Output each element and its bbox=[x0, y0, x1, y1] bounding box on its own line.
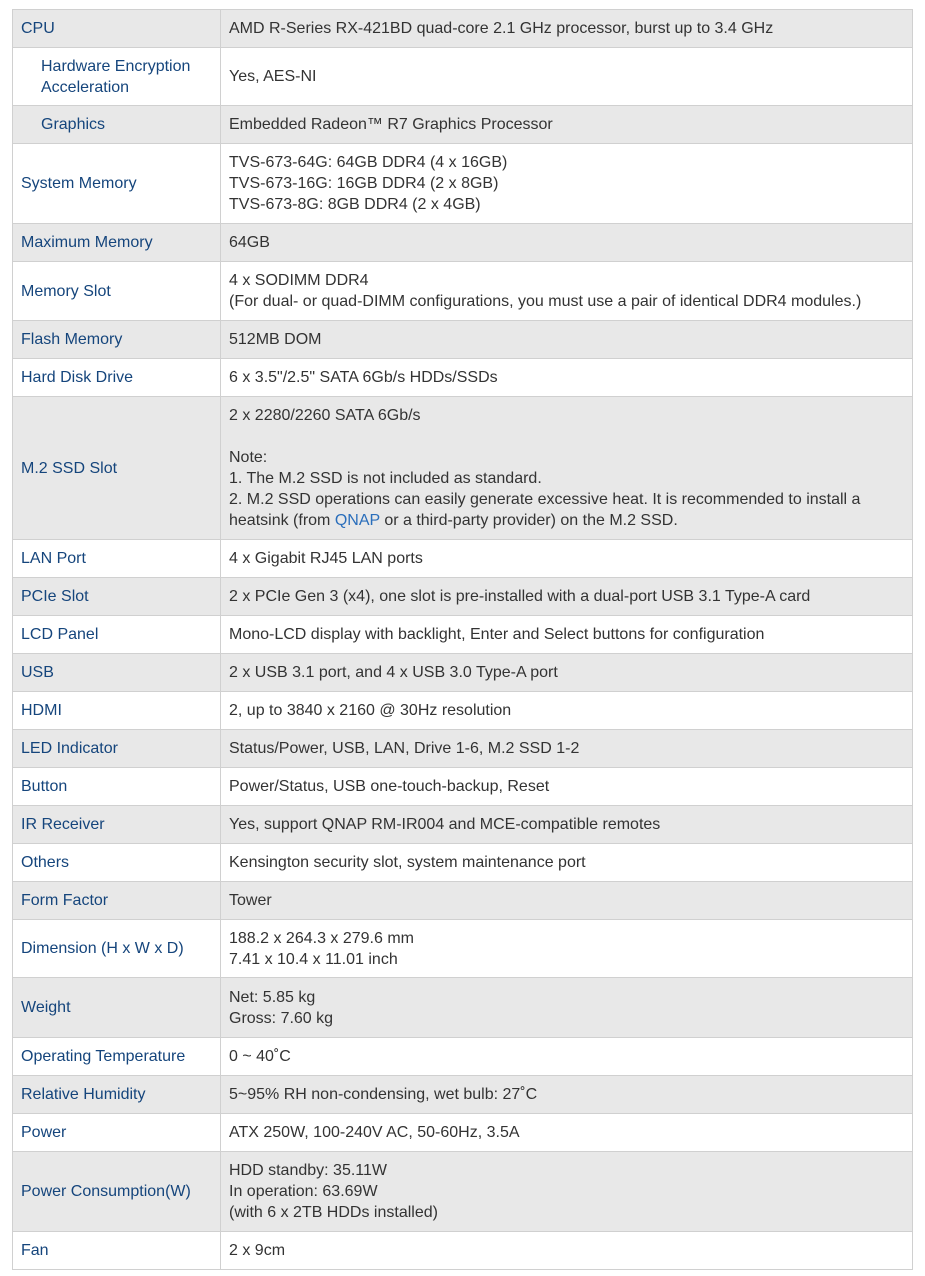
spec-value-line: In operation: 63.69W bbox=[229, 1183, 378, 1200]
spec-value-line: Tower bbox=[229, 892, 272, 909]
spec-label: Graphics bbox=[13, 106, 221, 144]
spec-label: M.2 SSD Slot bbox=[13, 397, 221, 540]
spec-value bbox=[221, 978, 913, 1038]
spec-row-lcd-panel bbox=[13, 616, 913, 654]
spec-label: Weight bbox=[13, 978, 221, 1038]
spec-value-line: 1. The M.2 SSD is not included as standard. bbox=[229, 470, 542, 487]
spec-value bbox=[221, 920, 913, 978]
spec-label: System Memory bbox=[13, 144, 221, 224]
spec-row-relative-humidity bbox=[13, 1076, 913, 1114]
spec-value bbox=[221, 1038, 913, 1076]
spec-value bbox=[221, 106, 913, 144]
spec-label: LAN Port bbox=[13, 540, 221, 578]
spec-table bbox=[12, 9, 913, 1270]
spec-row-graphics bbox=[13, 106, 913, 144]
spec-value bbox=[221, 144, 913, 224]
spec-label: Flash Memory bbox=[13, 321, 221, 359]
spec-value bbox=[221, 1114, 913, 1152]
spec-value-line: Net: 5.85 kg bbox=[229, 988, 316, 1006]
spec-value bbox=[221, 578, 913, 616]
spec-value-line: 0 ~ 40˚C bbox=[229, 1048, 291, 1065]
spec-label: CPU bbox=[13, 10, 221, 48]
spec-value bbox=[221, 616, 913, 654]
spec-row-weight bbox=[13, 978, 913, 1038]
spec-label: USB bbox=[13, 654, 221, 692]
spec-label: LED Indicator bbox=[13, 730, 221, 768]
spec-row-memory-slot bbox=[13, 262, 913, 321]
spec-value bbox=[221, 1076, 913, 1114]
spec-row-cpu bbox=[13, 10, 913, 48]
spec-label: LCD Panel bbox=[13, 616, 221, 654]
spec-value-line: TVS-673-8G: 8GB DDR4 (2 x 4GB) bbox=[229, 196, 481, 213]
spec-row-operating-temperature bbox=[13, 1038, 913, 1076]
spec-value-line: ATX 250W, 100-240V AC, 50-60Hz, 3.5A bbox=[229, 1124, 520, 1141]
spec-value-line: Kensington security slot, system maintenance port bbox=[229, 854, 586, 871]
spec-value bbox=[221, 321, 913, 359]
spec-value-line: (For dual- or quad-DIMM configurations, you must use a pair of identical DDR4 modules.) bbox=[229, 293, 862, 310]
spec-row-pcie-slot bbox=[13, 578, 913, 616]
spec-value-line: Gross: 7.60 kg bbox=[229, 1009, 334, 1027]
spec-value bbox=[221, 224, 913, 262]
spec-value bbox=[221, 654, 913, 692]
spec-row-power-consumption bbox=[13, 1152, 913, 1232]
note-text: or a third-party provider) on the M.2 SSD. bbox=[379, 512, 678, 529]
spec-row-system-memory bbox=[13, 144, 913, 224]
spec-label: Power bbox=[13, 1114, 221, 1152]
spec-value bbox=[221, 1152, 913, 1232]
spec-value bbox=[221, 730, 913, 768]
spec-value-line: 2 x PCIe Gen 3 (x4), one slot is pre-installed with a dual-port USB 3.1 Type-A card bbox=[229, 588, 811, 605]
spec-value bbox=[221, 540, 913, 578]
spec-label: Button bbox=[13, 768, 221, 806]
spec-row-usb bbox=[13, 654, 913, 692]
spec-value-line: 188.2 x 264.3 x 279.6 mm bbox=[229, 929, 414, 947]
spec-value-line: Embedded Radeon™ R7 Graphics Processor bbox=[229, 116, 553, 133]
spec-value-line: HDD standby: 35.11W bbox=[229, 1162, 387, 1179]
spec-value bbox=[221, 768, 913, 806]
spec-value-line: 7.41 x 10.4 x 11.01 inch bbox=[229, 950, 398, 968]
spec-value-line: 512MB DOM bbox=[229, 331, 322, 348]
spec-value-line: Power/Status, USB one-touch-backup, Reset bbox=[229, 778, 550, 795]
spec-label: Fan bbox=[13, 1232, 221, 1270]
spec-row-hardware-encryption bbox=[13, 48, 913, 106]
note-text: 2. M.2 SSD operations can easily generate excessive heat. It is recommended to install a heatsink (from bbox=[229, 491, 861, 529]
spec-value-line: 6 x 3.5"/2.5" SATA 6Gb/s HDDs/SSDs bbox=[229, 369, 498, 386]
spec-value-line: 4 x SODIMM DDR4 bbox=[229, 272, 369, 289]
spec-row-lan-port bbox=[13, 540, 913, 578]
spec-value-line: 2 x 9cm bbox=[229, 1242, 286, 1259]
spec-row-fan bbox=[13, 1232, 913, 1270]
spec-row-dimension bbox=[13, 920, 913, 978]
spec-value bbox=[221, 397, 913, 540]
spec-value bbox=[221, 844, 913, 882]
spec-row-hard-disk-drive bbox=[13, 359, 913, 397]
spec-value-line: AMD R-Series RX-421BD quad-core 2.1 GHz processor, burst up to 3.4 GHz bbox=[229, 20, 774, 37]
spec-row-power bbox=[13, 1114, 913, 1152]
spec-row-others bbox=[13, 844, 913, 882]
spec-label: Form Factor bbox=[13, 882, 221, 920]
spec-value bbox=[221, 882, 913, 920]
spec-label: Others bbox=[13, 844, 221, 882]
spec-label: Relative Humidity bbox=[13, 1076, 221, 1114]
spec-label: PCIe Slot bbox=[13, 578, 221, 616]
spec-value-line bbox=[229, 489, 904, 531]
spec-label: Hardware Encryption Acceleration bbox=[13, 48, 221, 106]
spec-value-line: 2 x USB 3.1 port, and 4 x USB 3.0 Type-A port bbox=[229, 664, 558, 681]
spec-value-line: 64GB bbox=[229, 234, 270, 251]
spec-value bbox=[221, 48, 913, 106]
spec-value-line: TVS-673-64G: 64GB DDR4 (4 x 16GB) bbox=[229, 154, 508, 171]
spec-value bbox=[221, 262, 913, 321]
spec-value bbox=[221, 10, 913, 48]
spec-row-form-factor bbox=[13, 882, 913, 920]
spec-value-line: Yes, AES-NI bbox=[229, 68, 317, 85]
spec-value-line: 5~95% RH non-condensing, wet bulb: 27˚C bbox=[229, 1086, 538, 1103]
spec-label: Hard Disk Drive bbox=[13, 359, 221, 397]
spec-value-line: 4 x Gigabit RJ45 LAN ports bbox=[229, 550, 423, 567]
spec-value-line: (with 6 x 2TB HDDs installed) bbox=[229, 1204, 438, 1221]
spec-label: Operating Temperature bbox=[13, 1038, 221, 1076]
spec-row-maximum-memory bbox=[13, 224, 913, 262]
spec-value-line: Yes, support QNAP RM-IR004 and MCE-compatible remotes bbox=[229, 816, 661, 833]
spec-row-ir-receiver bbox=[13, 806, 913, 844]
spec-row-flash-memory bbox=[13, 321, 913, 359]
spec-row-button bbox=[13, 768, 913, 806]
spec-label: Power Consumption(W) bbox=[13, 1152, 221, 1232]
spec-value-line: 2 x 2280/2260 SATA 6Gb/s bbox=[229, 407, 421, 424]
spec-value-blank-line bbox=[229, 426, 904, 447]
spec-label: IR Receiver bbox=[13, 806, 221, 844]
spec-value-line: 2, up to 3840 x 2160 @ 30Hz resolution bbox=[229, 702, 512, 719]
spec-row-led-indicator bbox=[13, 730, 913, 768]
spec-value bbox=[221, 1232, 913, 1270]
spec-value-line: TVS-673-16G: 16GB DDR4 (2 x 8GB) bbox=[229, 175, 499, 192]
spec-row-m2-ssd-slot bbox=[13, 397, 913, 540]
spec-value-line: Note: bbox=[229, 449, 268, 466]
spec-label: Dimension (H x W x D) bbox=[13, 920, 221, 978]
spec-label: HDMI bbox=[13, 692, 221, 730]
qnap-link[interactable]: QNAP bbox=[334, 512, 380, 529]
spec-value bbox=[221, 806, 913, 844]
spec-label: Maximum Memory bbox=[13, 224, 221, 262]
spec-value bbox=[221, 692, 913, 730]
spec-value bbox=[221, 359, 913, 397]
spec-label: Memory Slot bbox=[13, 262, 221, 321]
spec-row-hdmi bbox=[13, 692, 913, 730]
spec-value-line: Mono-LCD display with backlight, Enter and Select buttons for configuration bbox=[229, 626, 765, 643]
spec-value-line: Status/Power, USB, LAN, Drive 1-6, M.2 SSD 1-2 bbox=[229, 740, 580, 757]
